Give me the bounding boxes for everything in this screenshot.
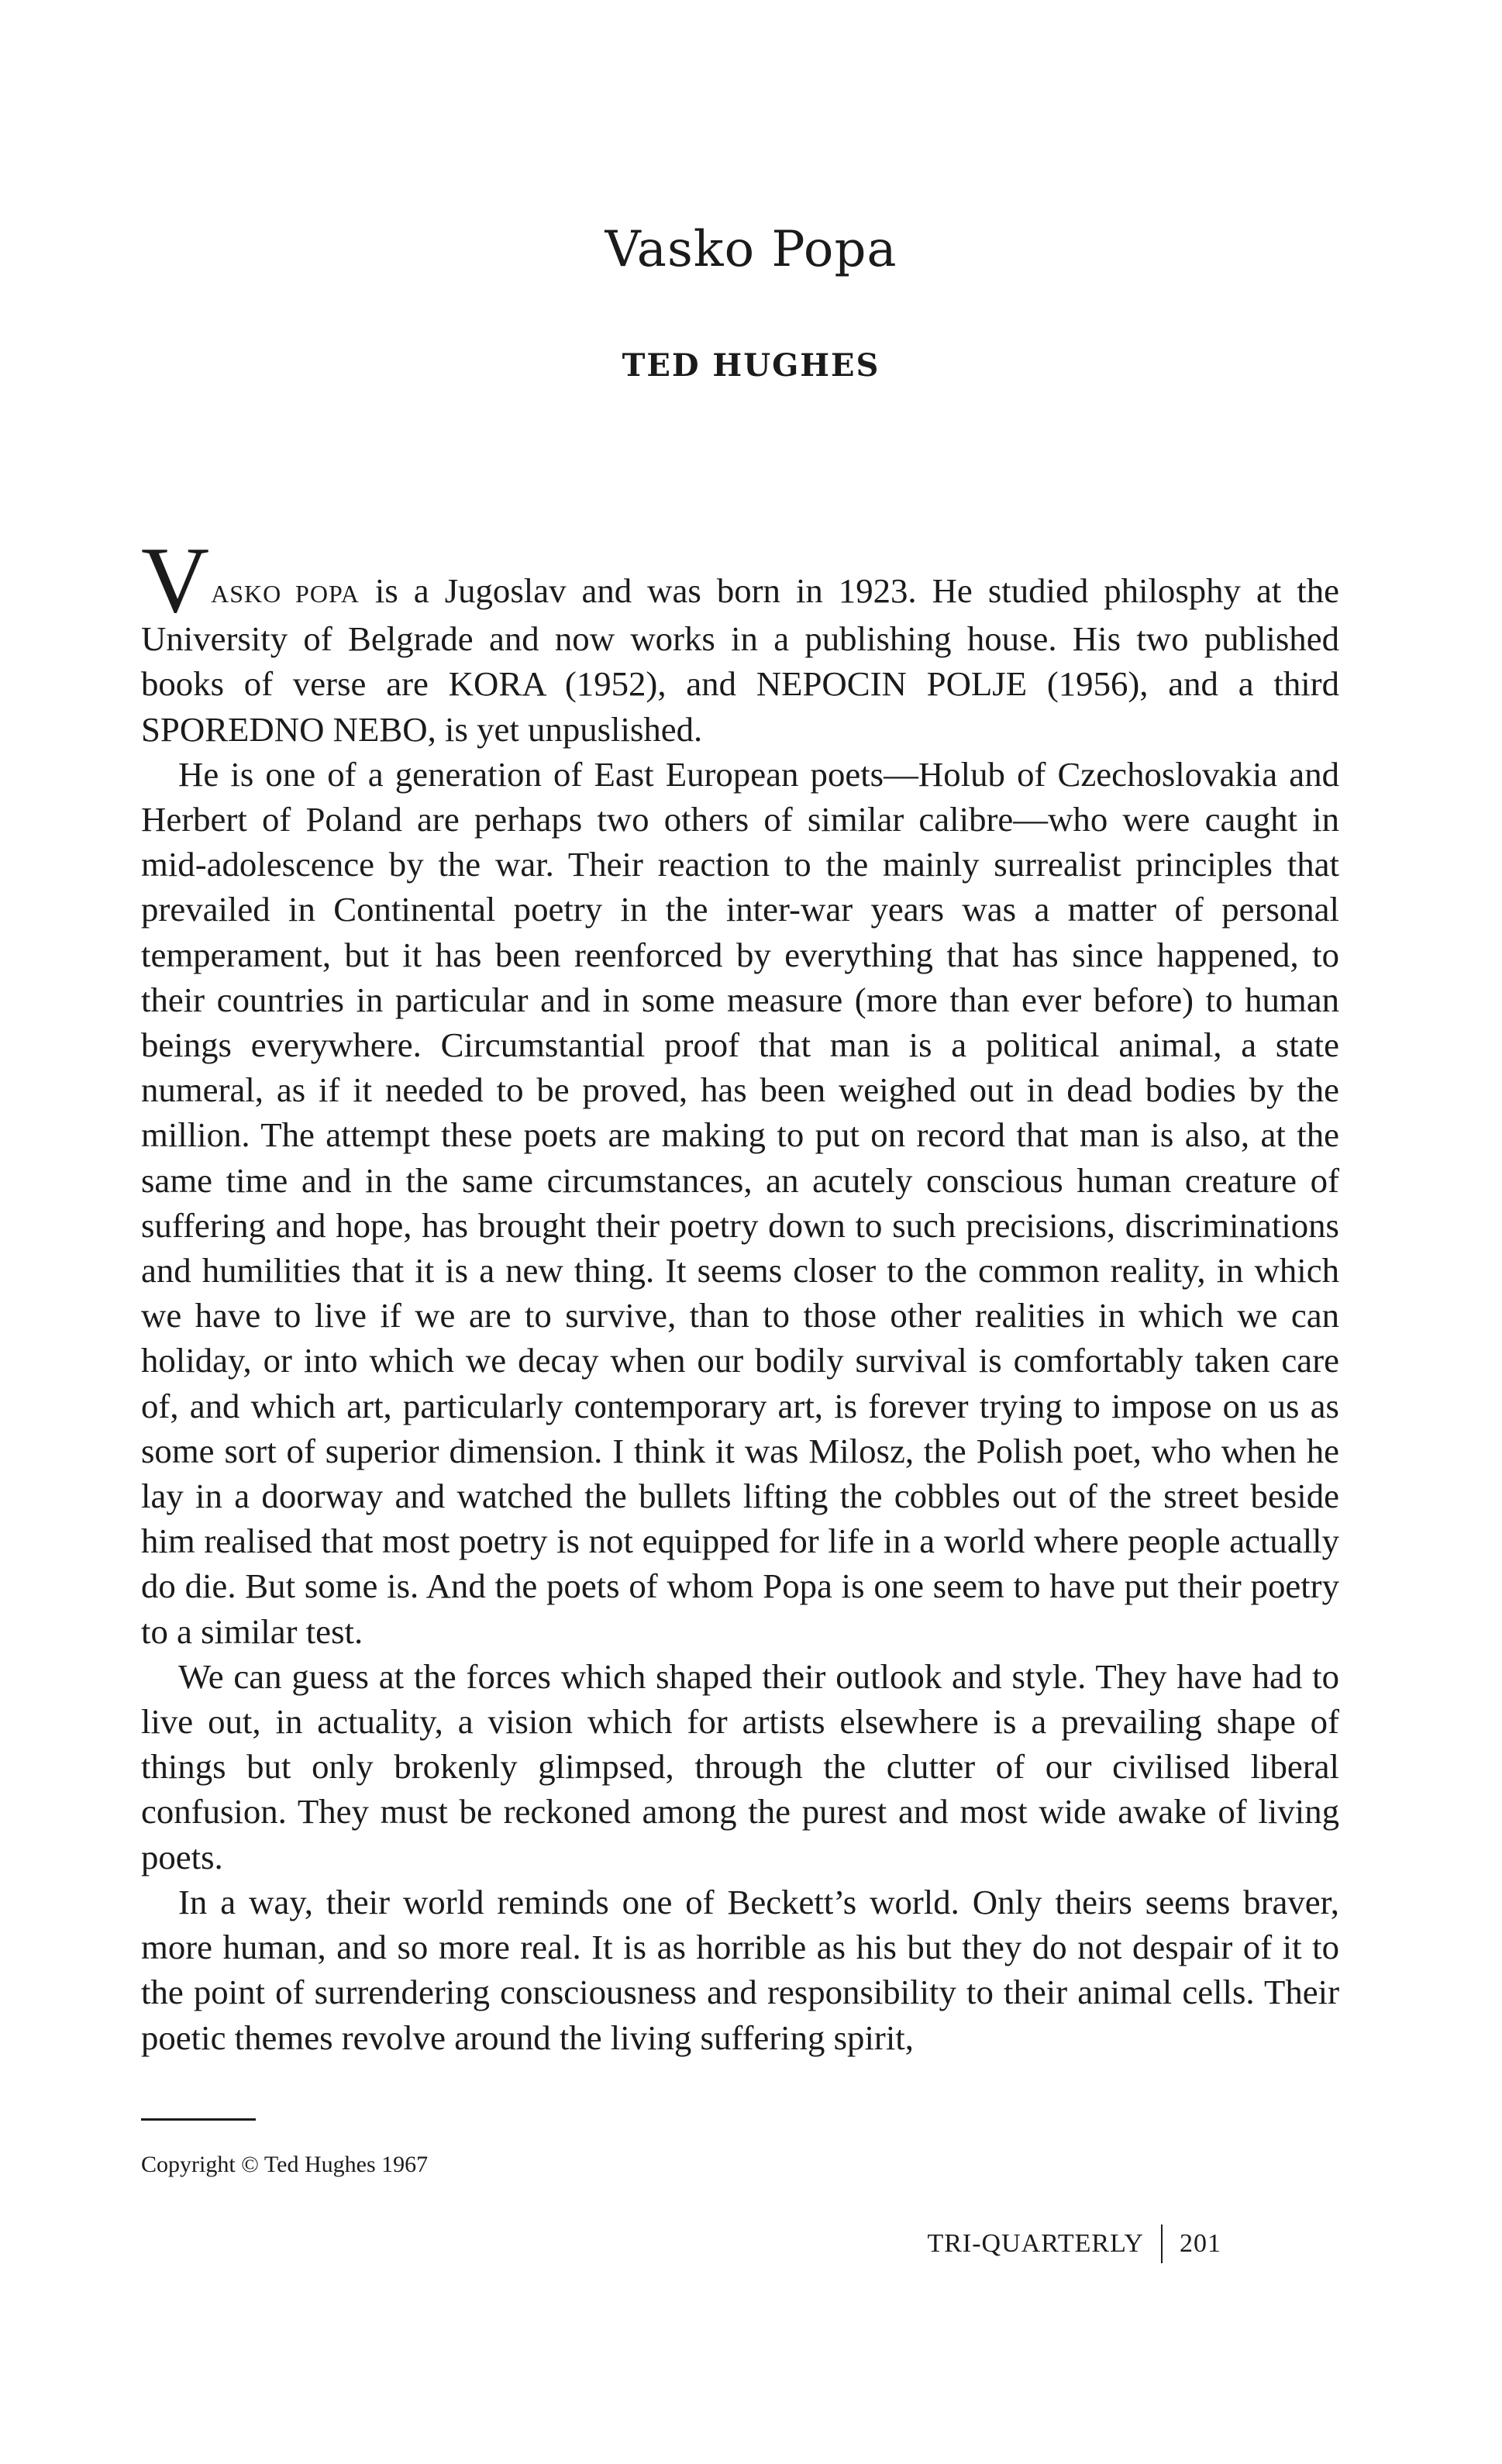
article-body [141,528,1340,2060]
page-folio [927,2224,1221,2263]
footnote-divider [141,2118,256,2121]
page-number: 201 [1180,2229,1221,2258]
lead-in-smallcaps: ASKO POPA [211,580,360,608]
folio-separator [1161,2224,1163,2263]
paragraph-3: We can guess at the forces which shaped their outlook and style. They have had to live out, in actuality, a vision which for artists elsewhere is a prevailing shape of things but only brokenly glimpsed, through the clutter of our civilised liberal confusion. They must be reckoned among the purest and most wide awake of living poets. [141,1656,1339,1876]
paragraph-1 [141,528,1340,752]
copyright-footnote: Copyright © Ted Hughes 1967 [141,2152,429,2177]
paragraph-2: He is one of a generation of East European poets—Holub of Czechoslovakia and Herbert of Poland are perhaps two others of similar calibre—who were caught in mid-adolescence by the war. Their reaction to the mainly surrealist principles that prevailed in Continental poetry in the inter-war years was a matter of personal temperament, but it has been reenforced by everything that has since happened, to their countries in particular and in some measure (more than ever before) to human beings everywhere. Circumstantial proof that man is a political animal, a state numeral, as if it needed to be proved, has been weighed out in dead bodies by the million. The attempt these poets are making to put on record that man is also, at the same time and in the same circumstances, an acutely conscious human creature of suffering and hope, has brought their poetry down to such precisions, discriminations and humilities that it is a new thing. It seems closer to the common reality, in which we have to live if we are to survive, than to those other realities in which we can holiday, or into which we decay when our bodily survival is comfortably taken care of, and which art, particularly contemporary art, is forever trying to impose on us as some sort of superior dimension. I think it was Milosz, the Polish poet, who when he lay in a doorway and watched the bullets lifting the cobbles out of the street beside him realised that most poetry is not equipped for life in a world where people actually do die. But some is. And the poets of whom Popa is one seem to have put their poetry to a similar test. [141,754,1339,1651]
article-title: Vasko Popa [605,221,897,278]
journal-name: TRI-QUARTERLY [927,2229,1144,2258]
drop-cap: V [141,528,210,632]
article-author: TED HUGHES [622,347,880,384]
paragraph-4: In a way, their world reminds one of Beckett’s world. Only theirs seems braver, more human, and so more real. It is as horrible as his but they do not despair of it to the point of surrendering consciousness and responsibility to their animal cells. Their poetic themes revolve around the living suffering spirit, [141,1882,1339,2057]
paragraph-1-text: is a Jugoslav and was born in 1923. He studied philosphy at the University of Belgrade and now works in a publishing house. His two published books of verse are KORA (1952), and NEPOCIN POLJE (1956), and a third SPOREDNO NEBO, is yet unpuslished. [141,571,1340,749]
